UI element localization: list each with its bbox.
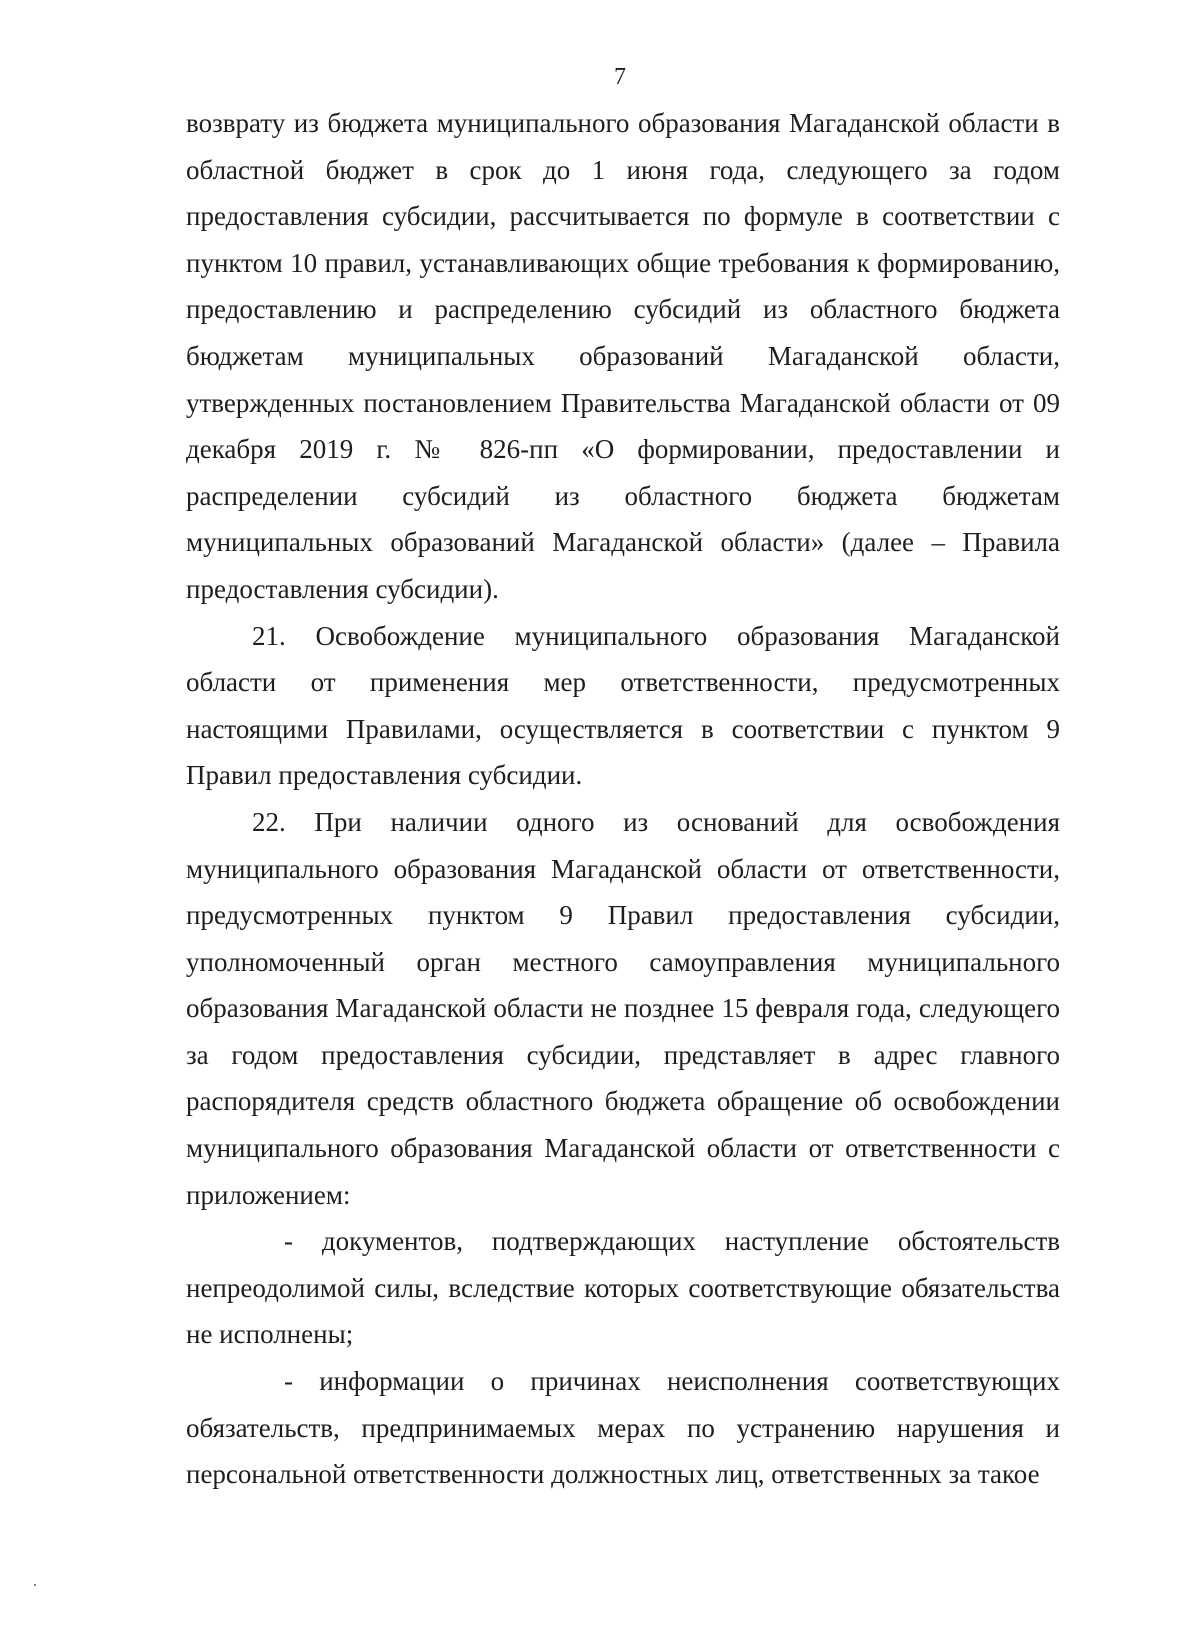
list-item-information: - информации о причинах неисполнения соответствующих обязательств, предпринимаемых мерах по устранению нарушения и персональной ответственности должностных лиц, ответственных за такое [186,1366,1060,1490]
page-number: 7 [614,64,626,90]
list-item-documents: - документов, подтверждающих наступление обстоятельств непреодолимой силы, вследствие которых соответствующие обязательства не исполнены; [186,1226,1060,1350]
paragraph-refund-continuation: возврату из бюджета муниципального образования Магаданской области в областной бюджет в срок до 1 июня года, следующего за годом предоставления субсидии, рассчитывается по формуле в соответствии с пунктом 10 правил, устанавливающих общие требования к формированию, предоставлению и распределению субсидий из областного бюджета бюджетам муниципальных образований Магаданской области, утвержденных постановлением Правительства Магаданской области от 09 декабря 2019 г. № 826-пп «О формировании, предоставлении и распределении субсидий из областного бюджета бюджетам муниципальных образований Магаданской области» (далее – Правила предоставления субсидии). [186,108,1060,604]
scan-speck [34,1584,36,1586]
document-body [186,100,1060,1498]
paragraph-22: 22. При наличии одного из оснований для освобождения муниципального образования Магаданской области от ответственности, предусмотренных пунктом 9 Правил предоставления субсидии, уполномоченный орган местного самоуправления муниципального образования Магаданской области не позднее 15 февраля года, следующего за годом предоставления субсидии, представляет в адрес главного распорядителя средств областного бюджета обращение об освобождении муниципального образования Магаданской области от ответственности с приложением: [186,806,1060,1210]
paragraph-21: 21. Освобождение муниципального образования Магаданской области от применения мер ответственности, предусмотренных настоящими Правилами, осуществляется в соответствии с пунктом 9 Правил предоставления субсидии. [186,620,1060,791]
